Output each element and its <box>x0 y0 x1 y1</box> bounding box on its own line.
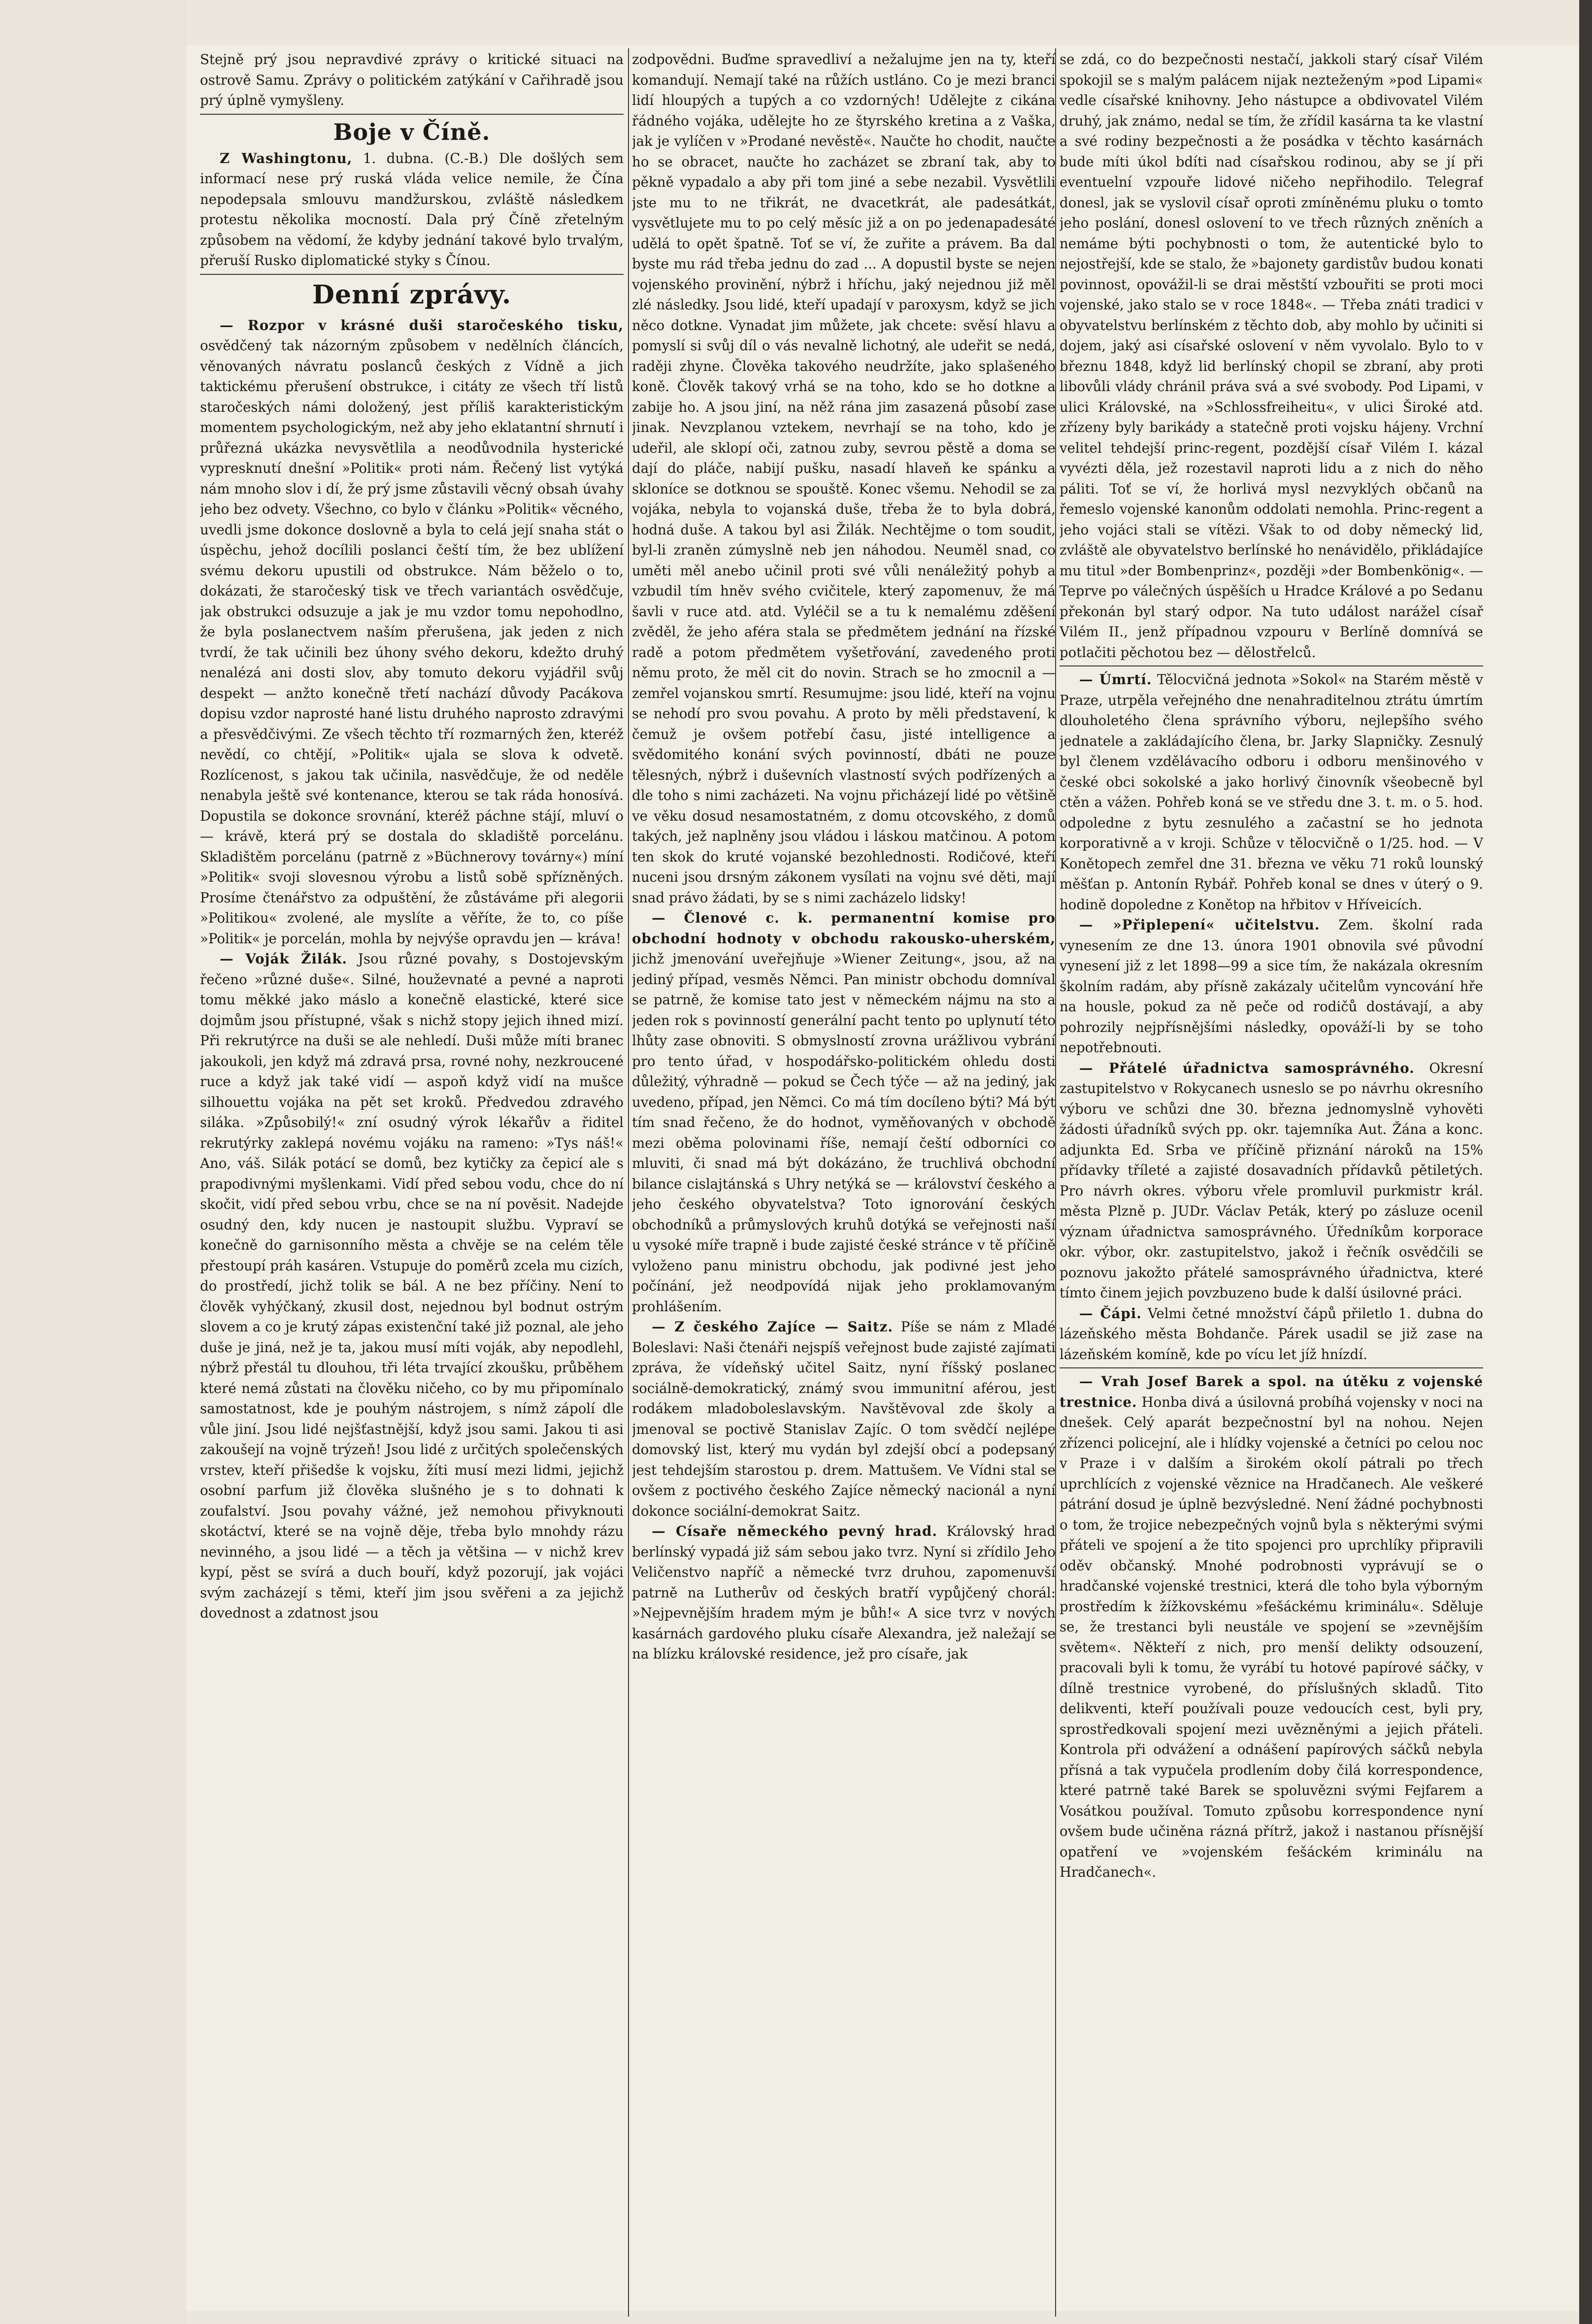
article-lead: — Voják Žilák. <box>220 951 347 967</box>
article-text: Honba divá a úsilovná probíhá vojensky v noci na dnešek. Celý aparát bezpečnostní byl na nohou. Nejen zřízenci policejní, ale i hlídky vojenské a četníci po celou noc v Praze i v dalším a širokém okolí pátrali po třech uprchlících z vojenské věznice na Hradčanech. Ale veškeré pátrání dosud je úplně bezvýsledné. Není žádné pochybnosti o tom, že trojice nebezpečných vojnů byla s některými svými přáteli ve spojení a že tito spojenci pro uprchlíky připravili oděv občanský. Mnohé podrobnosti vyprávují se o hradčanské vojenské trestnici, která dle toho byla výborným prostředím k žížkovskému »fešáckému kriminálu«. Sděluje se, že trestanci byli neustále ve spojení se »zevnějším světem«. Někteří z nich, pro menší delikty odsouzení, pracovali byli k tomu, že vyrábí tu hotové papírové sáčky, v dílně trestnice vyrobené, do příslušných skladů. Tito delikventi, kteří používali pouze vedoucích cest, byli pry, sprostředkovali spojení mezi uvězněnými a jejich přáteli. Kontrola při odvážení a odnášení papírových sáčků nebyla přísná a tak vypučela prodlením doby čilá korrespondence, které patrně také Barek se spoluvězni svými Fejfarem a Vosátkou používal. Tomuto způsobu korrespondence nyní ovšem bude učiněna rázná přítrž, jakož i nastanou přísnější opatření ve »vojenském fešáckém kriminálu na Hradčanech«. <box>1060 1394 1483 1880</box>
article-paragraph <box>1060 49 1483 663</box>
section-heading: Denní zprávy. <box>312 279 512 310</box>
article-lead: — Vrah Josef Barek a spol. na útěku z vojenské trestnice. <box>1060 1373 1483 1410</box>
section-divider <box>200 114 624 115</box>
column-rule <box>628 48 629 2317</box>
article-text: osvědčený tak názorným způsobem v nedělních článcích, věnovaných návratu poslanců českých z Vídně a jich taktickému přerušení obstrukce, i citáty ze všech tří listů staročeských námi doložený, jest příliš karakteristickým momentem psychologickým, než aby jeho eklatantní shrnutí i průřezná ukázka nevysvětlila a neodůvodnila hysterické vypresknutí dnešní »Politik« proti nám. Řečený list vytýká nám mnoho slov i dí, že prý jsme zůstavili věcný obsah úvahy jeho bez odvety. Všechno, co bylo v článku »Politik« věcného, uvedli jsme dokonce doslovně a byla to celá její snaha stát o úspěchu, jehož docílili poslanci čeští tím, že bez ublížení svému dekoru upustili od obstrukce. Nám běželo o to, dokázati, že staročeský tisk ve třech variantách osvědčuje, jak obstrukci odsuzuje a jak je mu vzdor tomu nepohodlno, že byla poslanectvem naším přerušena, jak jeden z nich tvrdí, že tak učinili bez úhony svého dekoru, kdežto druhý nenalézá ani dosti slov, aby tomuto dekoru vyjádřil svůj despekt — anžto konečně třetí nachází důvody Pacákova dopisu vzdor naprosté hané listu druhého naprosto zdravými a přesvědčivými. Ze všech těchto tří rozmarných žen, kteréž nevědí, co chtějí, »Politik« ujala se slova k odvetě. Rozlícenost, s jakou tak učinila, nasvědčuje, že od neděle nenabyla ještě své kontenance, kterou se tak ráda honosívá. Dopustila se dokonce srovnání, kteréž páchne stájí, mluví o — krávě, která prý se dostala do skladiště porcelánu. Skladištěm porcelánu (patrně z »Büchnerovy továrny«) míní »Politik« svoji slovesnou výrobu a listů sobě spřízněných. Prosíme čtenářstvo za odpuštění, že zůstáváme při alegorii »Politikou« zvolené, ale myslíte a věříte, že to, co píše »Politik« je porcelán, mohla by nejvýše opravdu jen — kráva! <box>200 337 624 947</box>
article-text: Tělocvičná jednota »Sokol« na Starém městě v Praze, utrpěla veřejného dne nenahraditelnou ztrátu úmrtím dlouholetého člena správního výboru, nejlepšího svého jednatele a zakládajícího člena, br. Jarky Slapničky. Zesnulý byl členem vzdělávacího odboru i odboru menšinového v české obci sokolské a jako horlivý činovník všeobecně byl ctěn a vážen. Pohřeb koná se ve středu dne 3. t. m. o 5. hod. odpoledne z bytu zesnulého a začastní se ho jednota korporativně a v kroji. Schůze v tělocvičně o 1/25. hod. — V Konětopech zemřel dne 31. března ve věku 71 roků lounský měšťan p. Antonín Rybář. Pohřeb konal se dnes v úterý o 9. hodině dopoledne z Konětop na hřbitov v Hříveicích. <box>1060 671 1483 913</box>
article-lead: — Úmrtí. <box>1079 671 1152 688</box>
page-margin-left <box>0 0 186 2324</box>
article-paragraph <box>1060 1371 1483 1883</box>
article-text: Jsou různé povahy, s Dostojevským řečeno »různé duše«. Silné, houževnaté a pevné a naproti tomu měkké jako máslo a konečně elastické, které sice dojmům jsou přístupné, však s nichž stopy jejich ihned mizí. Při rekrutýrce na duši se ale nehledí. Duši může míti branec jakoukoli, jen když má zdravá prsa, rovné nohy, nezkroucené ruce a když jak také vidí — aspoň když vidí na mušce silhouettu vojáka na pět set kroků. Předvedou zdravého siláka. »Způsobilý!« zní osudný výrok lékařův a řiditel rekrutýrky zaklepá novému vojáku na rameno: »Tys náš!« Ano, váš. Silák potácí se domů, bez kytičky za čepicí ale s prapodivnými myšlenkami. Vidí před sebou vodu, chce do ní skočit, vidí před sebou vrbu, chce se na ní pověsit. Nadejde osudný den, kdy nucen je nastoupit službu. Vypraví se konečně do garnisonního města a chvěje se na celém těle přestoupí práh kasáren. Vstupuje do poměrů zcela mu cizích, do prostředí, jichž tolik se bál. A ne bez příčiny. Není to člověk vyhýčkaný, zkusil dost, nejednou byl bodnut ostrým slovem a co je krutý zápas existenční také již poznal, ale jeho duše je jiná, než je ta, jakou musí míti voják, aby nepodlehl, nýbrž přestál tu dlouhou, tři léta trvající zkoušku, průběhem které nemá zůstati na člověku ničeho, co by mu připomínalo samostatnost, kde je pouhým nástrojem, s nímž zápolí dle vůle jiní. Jsou lidé nejšťastnější, když jsou sami. Jakou ti asi zakoušejí na vojně trýzeň! Jsou lidé z určitých společenských vrstev, kteří přišedše k vojsku, žíti musí mezi lidmi, jejichž osobní parfum již člověka slušného je s to dohnati k zoufalství. Jsou povahy vážné, jež nemohou přivyknouti skotáctví, které se na vojně děje, třeba bylo mnohdy rázu nevinného, a jsou lidé — a těch ja většina — v nichž krev kypí, pěst se svírá a duch bouří, když pozorují, jak vojáci svým zacházejí s těmi, kteří jim jsou svěřeni a za jejichž dovednost a zdatnost jsou <box>200 951 624 1621</box>
article-paragraph <box>632 908 1056 1317</box>
column-1 <box>200 49 624 2315</box>
article-paragraph <box>1060 1303 1483 1365</box>
article-paragraph <box>200 315 624 949</box>
article-paragraph <box>1060 915 1483 1058</box>
article-lead: — Císaře německého pevný hrad. <box>652 1523 937 1539</box>
article-text: Královský hrad berlínský vypadá již sám sebou jako tvrz. Nyní si zřídilo Jeho Veličenstvo napříč a německé tvrz druhou, zapomenuvší patrně na Lutherův od českých bratří vypůjčený chorál: »Nejpevnějším hradem mým je bůh!« A sice tvrz v nových kasárnách gardového pluku císaře Alexandra, jež naležají se na blízku královské residence, jež pro císaře, jak <box>632 1523 1056 1662</box>
article-text: Okresní zastupitelstvo v Rokycanech usneslo se po návrhu okresního výboru ve schůzi dne 30. března jednomyslně vyhověti žádosti úřadníků svých pp. okr. tajemníka Aut. Žána a konc. adjunkta Ed. Srba ve příčině přiznání nároků na 15% přídavky tříleté a zajisté dosavadních přídavků pětiletých. Pro návrh okres. výboru vřele promluvil purkmistr král. města Plzně p. JUDr. Václav Peták, který po zásluze ocenil význam úřadnictva samosprávného. Úředníkům korporace okr. výbor, okr. zastupitelstvo, jakož i řečník osvědčili se poznovu jakožto přátelé samosprávného úřadnictva, které tímto činem jejich povzbuzeno bude k další úsilovné práci. <box>1060 1060 1483 1301</box>
article-paragraph <box>1060 1058 1483 1303</box>
article-paragraph <box>632 1521 1056 1664</box>
article-lead: — Čápi. <box>1079 1305 1142 1322</box>
article-text: se zdá, co do bezpečnosti nestačí, jakkoli starý císař Vilém spokojil se s malým palácem nijak nezteženým »pod Lipami« vedle císařské knihovny. Jeho nástupce a obdivovatel Vilém druhý, jak známo, nedal se tím, že zřídil kasárna ta ke vlastní a své rodiny bezpečnosti a že posádka v těchto kasárnách bude míti úkol bdíti nad císařskou rodinou, aby se jí při eventuelní vzpouře lidové ničeho nepřihodilo. Telegraf donesl, jak se vyslovil císař oproti zmíněnému pluku o tomto jeho poslání, donesl oslovení to ve třech různých zněních a nemáme býti pochybnosti o tom, že autentické bylo to nejostřejší, kde se stalo, že »bajonety gardistův budou konati povinnost, opovážil-li se drai městští vzbouřiti se proti moci vojenské, jako stalo se v roce 1848«. — Třeba znáti tradici v obyvatelstvu berlínském z těchto dob, aby mohlo by učiniti si dojem, jaký asi císařské oslovení v něm vyvolalo. Bylo to v březnu 1848, když lid berlínský chopil se zbraní, aby proti libovůli vlády chránil práva svá a své svobody. Pod Lipami, v ulici Královské, na »Schlossfreiheitu«, v ulici Široké atd. zřízeny byly barikády a statečně proti vojsku hájeny. Vrchní velitel tehdejší princ-regent, pozdější císař Vilém I. kázal vyvézti děla, jež rozestavil naproti lidu a z nich do něho páliti. Toť se ví, že horlivá mysl nezvyklých občanů na řemeslo vojenské kanonům oddolati nemohla. Princ-regent a jeho vojáci stali se vítězi. Však to od doby německý lid, zvláště ale obyvatelstvo berlínské ho nenávidělo, přikládajíce mu titul »der Bombenprinz«, později »der Bombenkönig«. — Teprve po válečných úspěších u Hradce Králové a po Sedanu překonán byl starý odpor. Na tuto událost narážel císař Vilém II., jenž případnou vzpouru v Berlíně domnívá se potlačiti pěchotou bez — dělostřelců. <box>1060 51 1483 661</box>
article-lead: — Členové c. k. permanentní komise pro obchodní hodnoty v obchodu rakousko-uherském, <box>632 910 1056 947</box>
article-lead: — Z českého Zajíce — Saitz. <box>652 1319 893 1335</box>
article-text: jichž jmenování uveřejňuje »Wiener Zeitung«, jsou, až na jediný případ, vesměs Němci. Pan ministr obchodu domníval se patrně, že komise tato jest v německém nájmu na sto a jeden rok s povinností generální pacht tento po uplynutí této lhůty zase obnoviti. S obmyslností zrovna urážlivou vybrání pro tento úřad, v hospodářsko-politickém ohledu dosti důležitý, výhradně — pokud se Čech týče — až na jediný, jak uvedeno, případ, jen Němci. Co má tím docíleno býti? Má být tím snad řečeno, že do hodnot, vyměňovaných v obchodě mezi oběma polovinami říše, nemají čeští odborníci co mluviti, či snad má být dokázáno, že truchlivá obchodní bilance cislajtánská s Uhry netýká se — království českého a jeho českého obyvatelstva? Toto ignorování českých obchodníků a průmyslových kruhů dotýká se veřejnosti naší u vysoké míře trapně i bude zajisté české stránce v tě příčině vyloženo panu ministru obchodu, jak podivné jest jeho počínání, jež neodpovídá nijak jeho proklamovaným prohlášením. <box>632 951 1056 1315</box>
article-text: zodpovědni. Buďme spravedliví a nežalujme jen na ty, kteří komandují. Nemají také na růžích ustláno. Co je mezi branci lidí hloupých a tupých a co vzdorných! Udělejte z cikána řádného vojáka, udělejte ho ze štyrského kretina a z Vaška, jak je vylíčen v »Prodané nevěstě«. Naučte ho chodit, naučte ho se obracet, naučte ho zacházet se zbraní tak, aby to pěkně vypadalo a aby při tom jiné a sebe nezabil. Vysvětlili jste mu to ne třikrát, ne dvacetkrát, ale padesátkát, vysvětlujete mu to po celý měsíc již a on po jedenapadesáté udělá to opět špatně. Toť se ví, že zuřite a právem. Ba dal byste mu rád třeba jednu do zad ... A dopustil byste se nejen vojenského provinění, nýbrž i hříchu, jaký nejednou již měl zlé následky. Jsou lidé, kteří upadají v paroxysm, když se jich něco dotkne. Vynadat jim můžete, jak chcete: svěsí hlavu a pomyslí si svůj díl o vás nevalně lichotný, ale udeřit se nedá, raději zhyne. Člověka takového neudržíte, jako splašeného koně. Člověk takový vrhá se na toho, kdo se ho dotkne a zabije ho. A jsou jiní, na něž rána jim zasazená působí zase jinak. Nevzplanou vztekem, nevrhají se na toho, kdo je udeřil, ale sklopí oči, zatnou zuby, sevrou pěstě a doma se dají do pláče, nabijí pušku, nasadí hlaveň ke spánku a skloníce se dotknou se spouště. Konec všemu. Nehodil se za vojáka, nebyla to vojanská duše, třeba že to byla dobrá, hodná duše. A takou byl asi Žilák. Nechtějme o tom soudit, byl-li zraněn zúmyslně neb jen náhodou. Neuměl snad, co uměti měl anebo učinil proti své vůli nenáležitý pohyb a vzbudil tím hněv svého cvičitele, který zapomenuv, že má šavli v ruce atd. atd. Vyléčil se a tu k nemalému zděšení zvěděl, že jeho aféra stala se předmětem jednání na řízské radě a potom předmětem vyšetřování, zavedeného proti němu proto, že měl cit do novin. Strach se ho zmocnil a — zemřel vojanskou smrtí. Resumujme: jsou lidé, kteří na vojnu se nehodí pro svou povahu. A proto by měli představení, k čemuž je ovšem potřebí času, jisté intelligence a svědomitého konání svých povinností, dbáti ne pouze tělesných, nýbrž i duševních vlastností svých podřízených a dle toho s nimi zacházeti. Na vojnu přicházejí lidé po většině ve věku dosud nesamostatném, z domu otcovského, z domů takých, jež naplněny jsou vládou i láskou matčinou. A potom ten skok do kruté vojanské bezohlednosti. Rodičové, kteří nuceni jsou drsným zákonem vysílati na vojnu své děti, mají snad právo žádati, by se s nimi zacházelo lidsky! <box>632 51 1056 906</box>
article-paragraph <box>200 49 624 111</box>
page-edge-right <box>1579 0 1592 2324</box>
article-text: Zem. školní rada vynesením ze dne 13. února 1901 obnovila své původní vynesení již z let 1898—99 a sice tím, že nakázala okresním školním radám, aby přísně zakázaly učitelům vyncování hře na housle, pokud za ně peče od rodičů dostávají, a aby pohrozily nejpřísnějšími následky, opováží-li by se toho nepotřebnouti. <box>1060 917 1483 1056</box>
article-lead: — Rozpor v krásné duši staročeského tisku, <box>220 317 624 333</box>
section-heading: Boje v Číně. <box>333 118 491 145</box>
article-text: 1. dubna. (C.-B.) Dle došlých sem informací nese prý ruská vláda velice nemile, že Čína nepodepsala smlouvu mandžurskou, zvláště následkem protestu několika mocností. Dala prý Číně zřetelným způsobem na vědomí, že kdyby jednání takové bylo trvalým, přeruší Rusko diplomatické styky s Čínou. <box>200 150 624 268</box>
article-paragraph <box>632 1317 1056 1521</box>
article-lead: — Přátelé úřadnictva samosprávného. <box>1079 1060 1415 1076</box>
article-text: Stejně prý jsou nepravdivé zprávy o kritické situaci na ostrově Samu. Zprávy o politickém zatýkání v Cařihradě jsou prý úplně vymyšleny. <box>200 51 624 108</box>
column-2 <box>632 49 1056 2315</box>
article-paragraph <box>632 49 1056 908</box>
article-paragraph <box>200 148 624 271</box>
section-divider <box>1060 665 1483 666</box>
article-paragraph <box>1060 669 1483 915</box>
article-text: Velmi četné množství čápů přiletlo 1. dubna do lázeňského města Bohdanče. Párek usadil se již zase na lázeňském komíně, kde po vícu let jíž hnízdí. <box>1060 1305 1483 1362</box>
section-divider <box>1060 1367 1483 1368</box>
section-divider <box>200 274 624 275</box>
article-lead: Z Washingtonu, <box>220 150 353 166</box>
article-paragraph <box>200 949 624 1624</box>
article-lead: — »Připlepení« učitelstvu. <box>1079 917 1320 933</box>
article-text: Píše se nám z Mladé Boleslavi: Naši čtenáři nejspíš veřejnost bude zajisté zajímati zpráva, že vídeňský učitel Saitz, nyní říšský poslanec sociálně-demokratický, známý svou immunitní aférou, jest rodákem mladoboleslavským. Navštěvoval zde školy a jmenoval se poctivě Stanislav Zajíc. O tom svědčí nejlépe domovský list, který mu vydán byl zdejší obcí a podepsaný jest tehdejším starostou p. drem. Mattušem. Ve Vídni stal se ovšem z poctivého českého Zajíce německý nacionál a nyní dokonce sociální-demokrat Saitz. <box>632 1319 1056 1519</box>
column-3 <box>1060 49 1483 2315</box>
